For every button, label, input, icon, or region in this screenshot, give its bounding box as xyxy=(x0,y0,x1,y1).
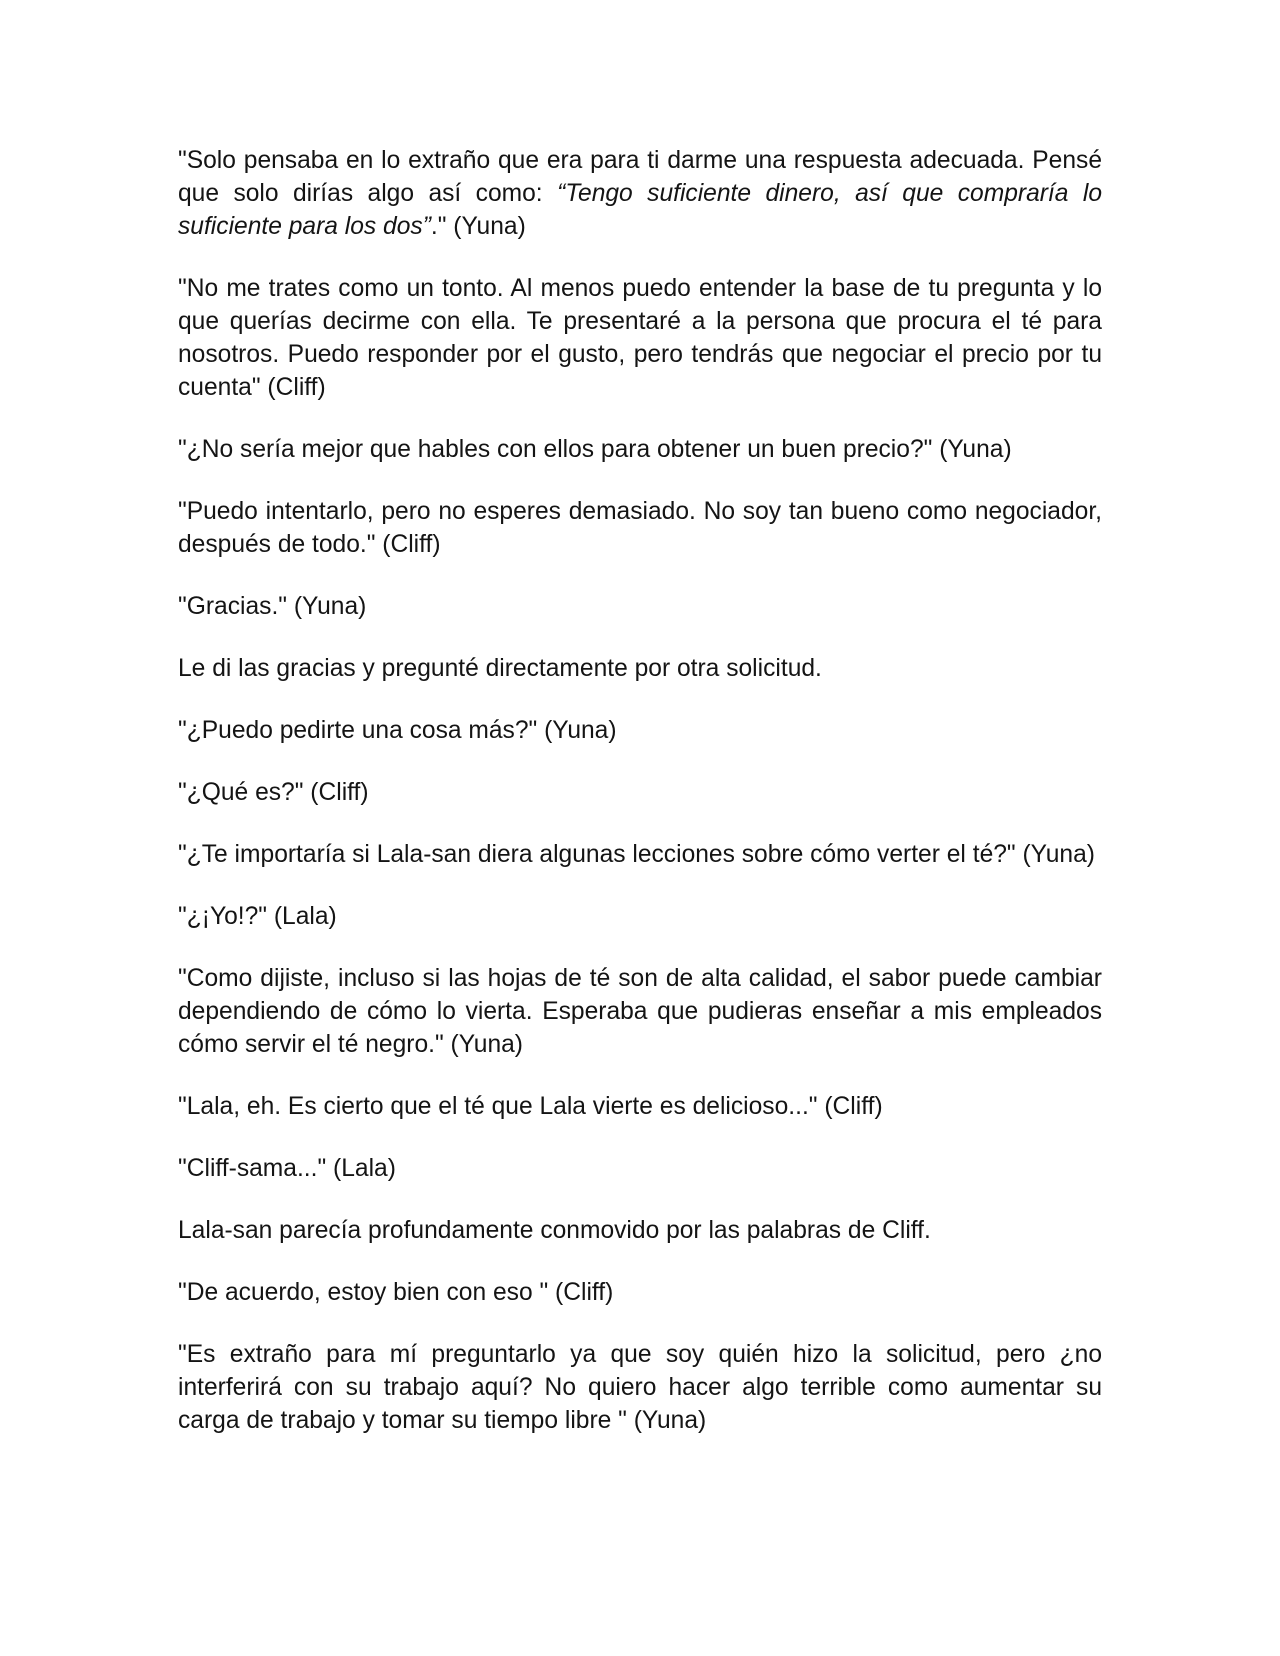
paragraph-text: Lala-san parecía profundamente conmovido por las palabras de Cliff. xyxy=(178,1217,931,1244)
paragraph xyxy=(178,495,1102,561)
paragraph-text: ." (Yuna) xyxy=(430,213,526,240)
paragraph xyxy=(178,652,1102,685)
paragraph-text: "¿Te importaría si Lala-san diera algunas lecciones sobre cómo verter el té?" (Yuna) xyxy=(178,841,1095,868)
paragraph xyxy=(178,1152,1102,1185)
paragraph-italic-text: “Tengo suficiente dinero, así que compraría lo suficiente para los dos” xyxy=(178,180,1102,240)
paragraph-text: "Como dijiste, incluso si las hojas de té son de alta calidad, el sabor puede cambiar dependiendo de cómo lo vierta. Esperaba que pudieras enseñar a mis empleados cómo servir el té negro." (Yuna) xyxy=(178,965,1102,1058)
paragraph xyxy=(178,1338,1102,1437)
paragraph xyxy=(178,1090,1102,1123)
paragraph xyxy=(178,776,1102,809)
paragraph xyxy=(178,714,1102,747)
paragraph-text: "¿Qué es?" (Cliff) xyxy=(178,779,369,806)
paragraph xyxy=(178,900,1102,933)
paragraph xyxy=(178,962,1102,1061)
paragraph-text: "Gracias." (Yuna) xyxy=(178,593,367,620)
paragraph-text: "¿No sería mejor que hables con ellos para obtener un buen precio?" (Yuna) xyxy=(178,436,1012,463)
paragraph-text: "Lala, eh. Es cierto que el té que Lala vierte es delicioso..." (Cliff) xyxy=(178,1093,883,1120)
paragraph xyxy=(178,144,1102,243)
paragraph xyxy=(178,838,1102,871)
paragraph xyxy=(178,1276,1102,1309)
paragraph-text: "No me trates como un tonto. Al menos puedo entender la base de tu pregunta y lo que querías decirme con ella. Te presentaré a la persona que procura el té para nosotros. Puedo responder por el gusto, pero tendrás que negociar el precio por tu cuenta" (Cliff) xyxy=(178,275,1102,401)
paragraph xyxy=(178,590,1102,623)
paragraph-text: "Solo pensaba en lo extraño que era para ti darme una respuesta adecuada. Pensé que solo dirías algo así como: xyxy=(178,147,1102,207)
paragraph xyxy=(178,1214,1102,1247)
paragraph-text: "¿¡Yo!?" (Lala) xyxy=(178,903,337,930)
paragraph-text: "Puedo intentarlo, pero no esperes demasiado. No soy tan bueno como negociador, después de todo." (Cliff) xyxy=(178,498,1102,558)
paragraph xyxy=(178,433,1102,466)
paragraph-text: "De acuerdo, estoy bien con eso " (Cliff) xyxy=(178,1279,614,1306)
paragraph-text: "¿Puedo pedirte una cosa más?" (Yuna) xyxy=(178,717,617,744)
paragraph xyxy=(178,272,1102,404)
document-page xyxy=(178,144,1102,1466)
paragraph-text: "Cliff-sama..." (Lala) xyxy=(178,1155,396,1182)
paragraph-text: Le di las gracias y pregunté directamente por otra solicitud. xyxy=(178,655,822,682)
paragraph-text: "Es extraño para mí preguntarlo ya que soy quién hizo la solicitud, pero ¿no interferirá con su trabajo aquí? No quiero hacer algo terrible como aumentar su carga de trabajo y tomar su tiempo libre " (Yuna) xyxy=(178,1341,1102,1434)
